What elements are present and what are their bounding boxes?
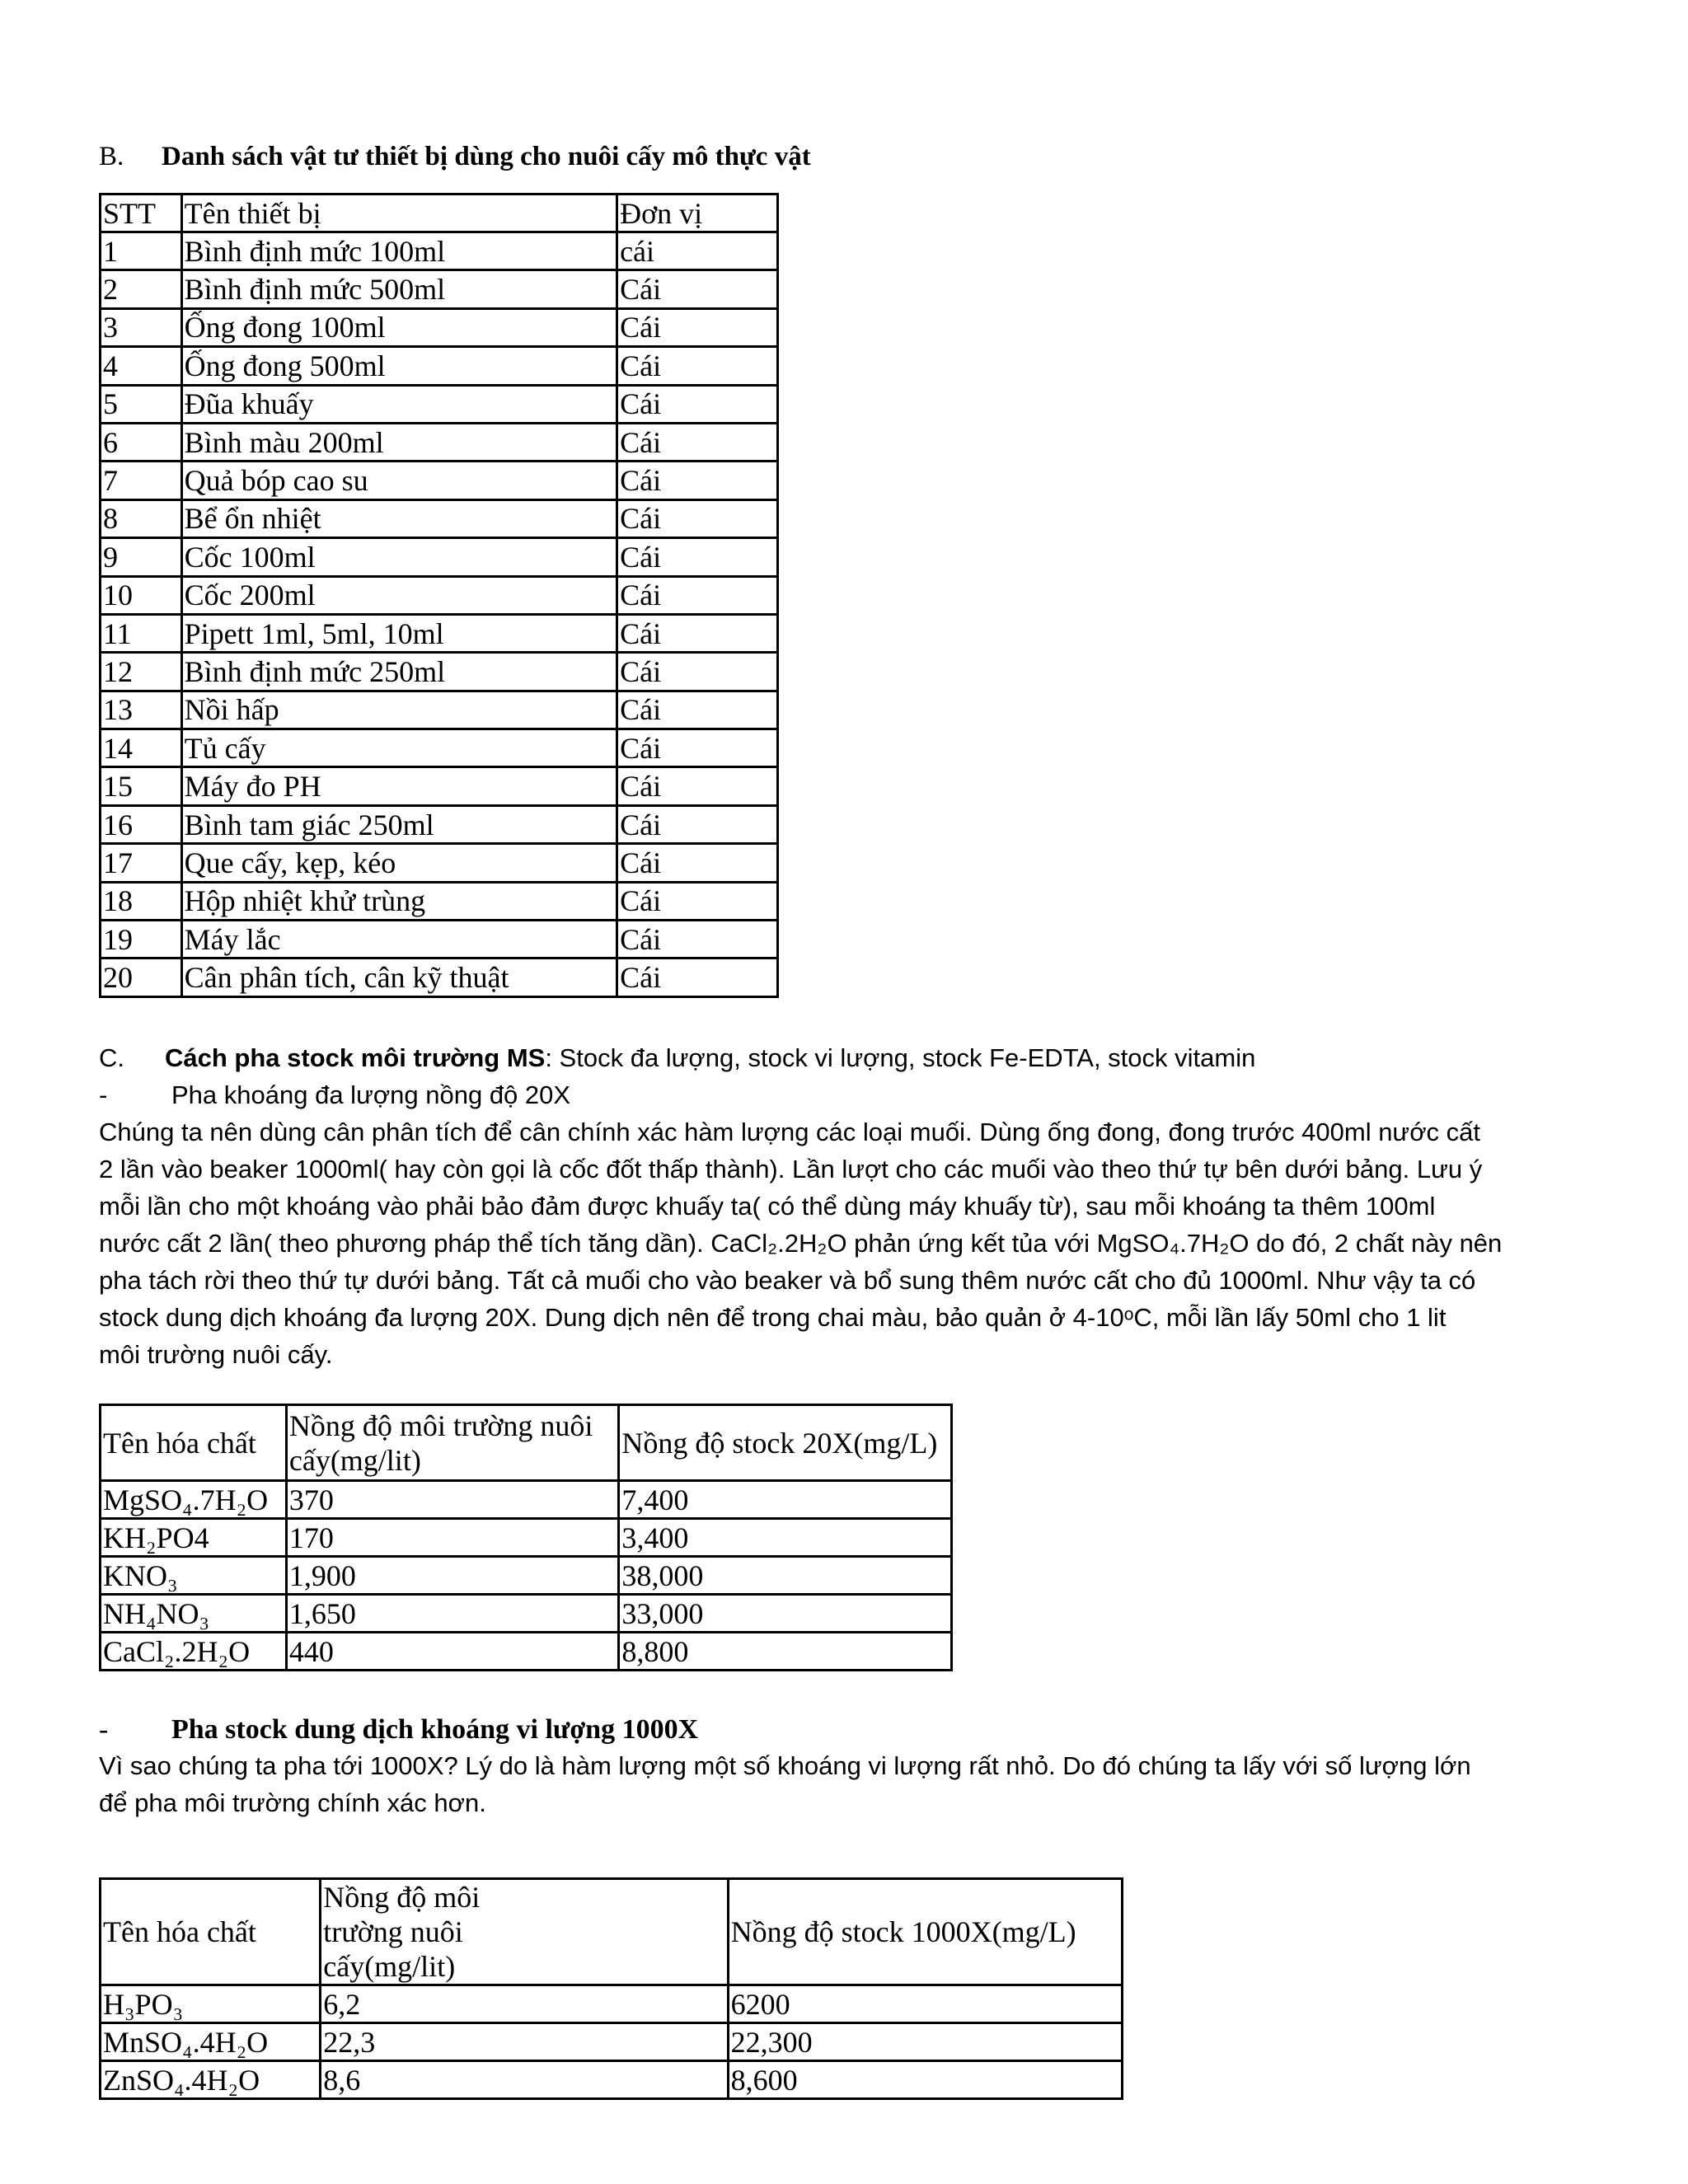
table-cell: Cái (617, 270, 778, 308)
table-row (101, 2061, 1123, 2099)
table-cell: 9 (101, 538, 182, 576)
micro-paragraph (99, 1747, 1607, 1821)
table-cell: Đũa khuấy (181, 385, 617, 423)
table-cell: MgSO₄.7H₂O (101, 1481, 287, 1519)
table-cell: Cân phân tích, cân kỹ thuật (181, 958, 617, 996)
table-cell: 22,3 (321, 2023, 728, 2061)
column-header: Tên hóa chất (101, 1405, 287, 1481)
table-cell: 13 (101, 691, 182, 729)
table-cell: Cái (617, 423, 778, 461)
table-cell: 38,000 (619, 1557, 952, 1595)
section-c-heading (99, 1040, 1255, 1076)
column-header: Nồng độ stock 1000X(mg/L) (728, 1879, 1122, 1985)
table-cell: 7 (101, 462, 182, 499)
paragraph-line: 2 lần vào beaker 1000ml( hay còn gọi là cốc đốt thấp thành). Lần lượt cho các muối vào theo thứ tự bên dưới bảng. Lưu ý (99, 1155, 1483, 1183)
table-cell: 12 (101, 653, 182, 691)
table-row (101, 270, 778, 308)
paragraph-line: để pha môi trường chính xác hơn. (99, 1788, 486, 1817)
table-cell: KH₂PO4 (101, 1519, 287, 1557)
table-row (101, 653, 778, 691)
table-cell: Cái (617, 805, 778, 843)
table-row (101, 805, 778, 843)
table-cell: Cái (617, 614, 778, 652)
table-cell: Bình định mức 100ml (181, 232, 617, 270)
table-header-row (101, 1879, 1123, 1985)
table-cell: Bình định mức 250ml (181, 653, 617, 691)
micro-subheading (99, 1712, 698, 1748)
table-cell: MnSO₄.4H₂O (101, 2023, 321, 2061)
table-cell: Cái (617, 767, 778, 805)
table-row (101, 462, 778, 499)
table-cell: 22,300 (728, 2023, 1122, 2061)
table-cell: Cái (617, 308, 778, 346)
table-cell: 6 (101, 423, 182, 461)
table-cell: ZnSO₄.4H₂O (101, 2061, 321, 2099)
section-c-title-bold: Cách pha stock môi trường MS (165, 1043, 546, 1072)
table-cell: Cái (617, 576, 778, 614)
paragraph-line: Vì sao chúng ta pha tới 1000X? Lý do là hàm lượng một số khoáng vi lượng rất nhỏ. Do đó chúng ta lấy với số lượng lớn (99, 1751, 1471, 1780)
table-row (101, 614, 778, 652)
table-cell: Cái (617, 921, 778, 958)
macro-subheading-title: Pha khoáng đa lượng nồng độ 20X (171, 1080, 571, 1109)
table-cell: NH₄NO₃ (101, 1595, 287, 1633)
paragraph-line: pha tách rời theo thứ tự dưới bảng. Tất cả muối cho vào beaker và bổ sung thêm nước cất cho đủ 1000ml. Như vậy ta có (99, 1266, 1476, 1295)
table-cell: Cái (617, 653, 778, 691)
table-cell: Hộp nhiệt khử trùng (181, 882, 617, 920)
table-cell: Cái (617, 882, 778, 920)
table-cell: 6,2 (321, 1985, 728, 2023)
table-row (101, 308, 778, 346)
table-row (101, 538, 778, 576)
table-cell: 370 (286, 1481, 619, 1519)
column-header: Tên hóa chất (101, 1879, 321, 1985)
table-cell: Bể ổn nhiệt (181, 499, 617, 537)
macro-subheading (99, 1077, 570, 1113)
table-row (101, 423, 778, 461)
paragraph-line: Chúng ta nên dùng cân phân tích để cân chính xác hàm lượng các loại muối. Dùng ống đong, đong trước 400ml nước cất (99, 1118, 1480, 1146)
micro-nutrient-table (99, 1877, 1123, 2100)
table-cell: 10 (101, 576, 182, 614)
table-cell: cái (617, 232, 778, 270)
table-cell: 15 (101, 767, 182, 805)
table-row (101, 1985, 1123, 2023)
table-cell: 1 (101, 232, 182, 270)
table-cell: Cái (617, 729, 778, 767)
table-row (101, 347, 778, 385)
table-row (101, 232, 778, 270)
table-cell: Nồi hấp (181, 691, 617, 729)
paragraph-line: nước cất 2 lần( theo phương pháp thể tích tăng dần). CaCl₂.2H₂O phản ứng kết tủa với MgSO₄.7H₂O do đó, 2 chất này nên (99, 1229, 1503, 1258)
dash-marker: - (99, 1080, 108, 1109)
macro-nutrient-table (99, 1404, 953, 1671)
column-header: Đơn vị (617, 194, 778, 232)
section-c-title-rest: : Stock đa lượng, stock vi lượng, stock Fe-EDTA, stock vitamin (545, 1043, 1256, 1072)
table-header-row (101, 194, 778, 232)
table-cell: 8,6 (321, 2061, 728, 2099)
table-cell: 17 (101, 844, 182, 882)
table-cell: Cái (617, 691, 778, 729)
macro-paragraph (99, 1113, 1607, 1373)
table-cell: 440 (286, 1633, 619, 1671)
column-header: Nồng độ stock 20X(mg/L) (619, 1405, 952, 1481)
table-cell: Máy lắc (181, 921, 617, 958)
table-cell: 11 (101, 614, 182, 652)
table-cell: 7,400 (619, 1481, 952, 1519)
table-cell: Bình tam giác 250ml (181, 805, 617, 843)
table-row (101, 1519, 952, 1557)
table-row (101, 1633, 952, 1671)
table-cell: Tủ cấy (181, 729, 617, 767)
table-row (101, 2023, 1123, 2061)
table-row (101, 1595, 952, 1633)
table-cell: 14 (101, 729, 182, 767)
table-cell: KNO₃ (101, 1557, 287, 1595)
table-cell: Ống đong 100ml (181, 308, 617, 346)
micro-subheading-title: Pha stock dung dịch khoáng vi lượng 1000X (171, 1714, 699, 1745)
column-header: STT (101, 194, 182, 232)
table-cell: 16 (101, 805, 182, 843)
table-row (101, 958, 778, 996)
table-cell: 1,650 (286, 1595, 619, 1633)
paragraph-line: mỗi lần cho một khoáng vào phải bảo đảm được khuấy ta( có thể dùng máy khuấy từ), sau mỗi khoáng ta thêm 100ml (99, 1192, 1436, 1221)
table-cell: H₃PO₃ (101, 1985, 321, 2023)
paragraph-line: stock dung dịch khoáng đa lượng 20X. Dung dịch nên để trong chai màu, bảo quản ở 4-10ᵒC, mỗi lần lấy 50ml cho 1 lit (99, 1303, 1447, 1332)
table-row (101, 1481, 952, 1519)
table-cell: 3 (101, 308, 182, 346)
table-cell: 19 (101, 921, 182, 958)
table-row (101, 729, 778, 767)
table-cell: Cái (617, 347, 778, 385)
table-cell: Ống đong 500ml (181, 347, 617, 385)
table-cell: 170 (286, 1519, 619, 1557)
table-row (101, 576, 778, 614)
table-cell: 8,800 (619, 1633, 952, 1671)
table-cell: Cái (617, 844, 778, 882)
table-cell: Cốc 100ml (181, 538, 617, 576)
table-row (101, 844, 778, 882)
equipment-table (99, 193, 779, 998)
table-cell: 8 (101, 499, 182, 537)
table-cell: Bình định mức 500ml (181, 270, 617, 308)
table-row (101, 767, 778, 805)
table-row (101, 385, 778, 423)
dash-marker: - (99, 1714, 109, 1745)
table-cell: 5 (101, 385, 182, 423)
table-cell: 8,600 (728, 2061, 1122, 2099)
table-cell: Bình màu 200ml (181, 423, 617, 461)
table-cell: Cái (617, 462, 778, 499)
table-cell: Máy đo PH (181, 767, 617, 805)
table-cell: Cái (617, 385, 778, 423)
table-cell: 33,000 (619, 1595, 952, 1633)
table-cell: 20 (101, 958, 182, 996)
table-row (101, 882, 778, 920)
table-cell: Quả bóp cao su (181, 462, 617, 499)
table-cell: CaCl₂.2H₂O (101, 1633, 287, 1671)
table-cell: Cái (617, 499, 778, 537)
table-cell: 18 (101, 882, 182, 920)
column-header: Nồng độ môi trường nuôi cấy(mg/lit) (321, 1879, 728, 1985)
section-b-heading (99, 138, 811, 175)
paragraph-line: môi trường nuôi cấy. (99, 1340, 333, 1369)
table-cell: Cốc 200ml (181, 576, 617, 614)
table-cell: Cái (617, 538, 778, 576)
column-header: Nồng độ môi trường nuôi cấy(mg/lit) (286, 1405, 619, 1481)
table-row (101, 921, 778, 958)
section-c-letter: C. (99, 1043, 124, 1072)
table-header-row (101, 1405, 952, 1481)
table-cell: 4 (101, 347, 182, 385)
table-cell: Pipett 1ml, 5ml, 10ml (181, 614, 617, 652)
column-header: Tên thiết bị (181, 194, 617, 232)
table-row (101, 691, 778, 729)
table-cell: 3,400 (619, 1519, 952, 1557)
section-b-title: Danh sách vật tư thiết bị dùng cho nuôi cấy mô thực vật (162, 142, 811, 171)
table-cell: Que cấy, kẹp, kéo (181, 844, 617, 882)
table-cell: 2 (101, 270, 182, 308)
table-cell: 1,900 (286, 1557, 619, 1595)
table-row (101, 499, 778, 537)
table-cell: 6200 (728, 1985, 1122, 2023)
section-b-letter: B. (99, 142, 124, 171)
table-cell: Cái (617, 958, 778, 996)
table-row (101, 1557, 952, 1595)
